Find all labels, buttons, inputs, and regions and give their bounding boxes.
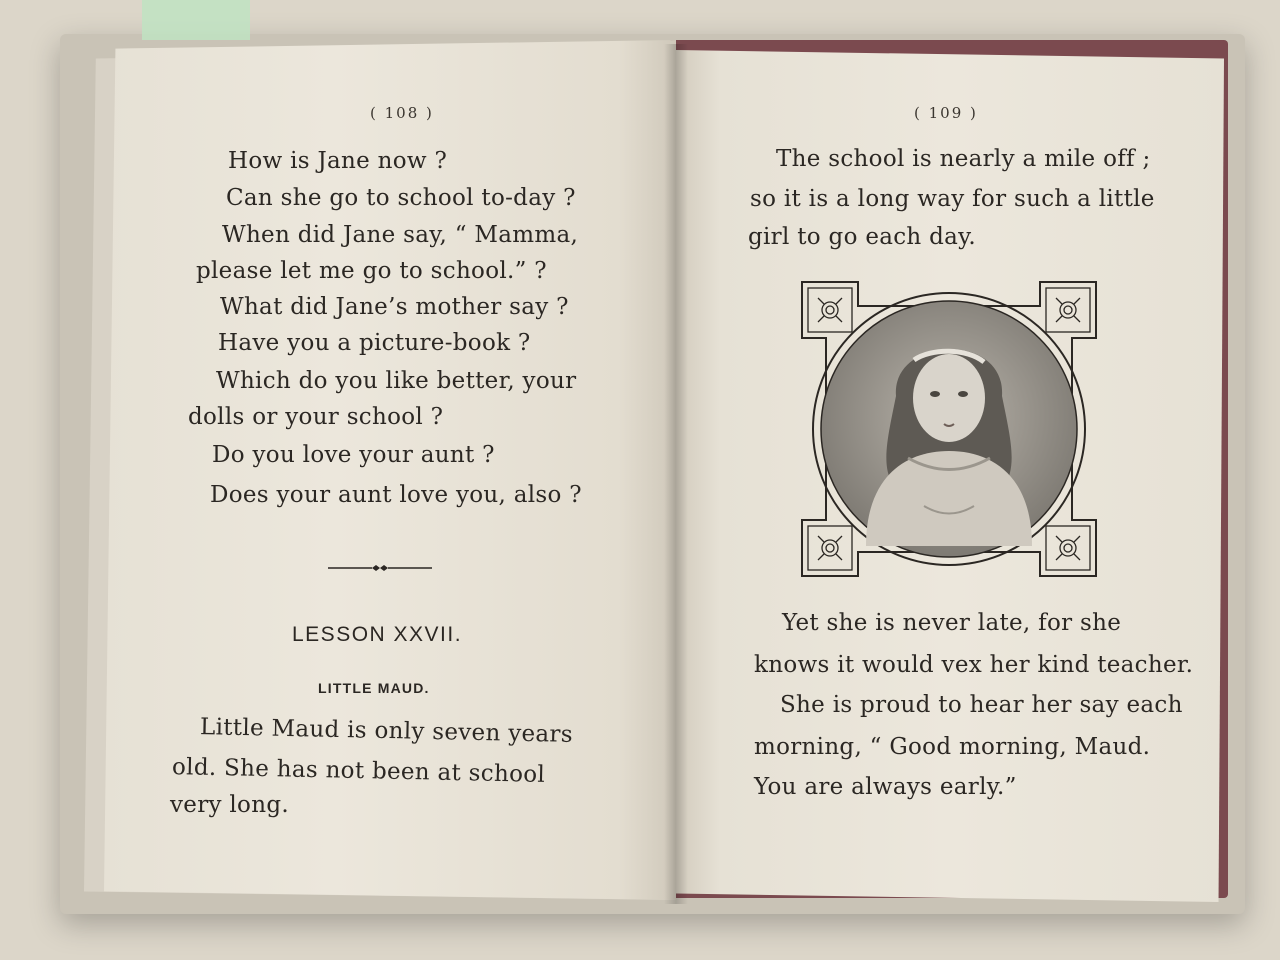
lesson-subtitle: LITTLE MAUD. (318, 680, 430, 696)
body-text-line: girl to go each day. (748, 224, 977, 250)
body-text-line: You are always early.” (754, 774, 1017, 800)
page-number-left: ( 108 ) (370, 104, 434, 122)
question-line: What did Jane’s mother say ? (220, 294, 569, 320)
bookmark-tab (142, 0, 250, 40)
lesson-text-line: old. She has not been at school (171, 754, 546, 788)
question-line: Does your aunt love you, also ? (210, 482, 582, 508)
page-number-right: ( 109 ) (914, 104, 978, 122)
body-text-line: so it is a long way for such a little (750, 186, 1155, 212)
question-line: Can she go to school to-day ? (226, 185, 576, 211)
body-text-line: morning, “ Good morning, Maud. (754, 734, 1151, 760)
lesson-text-line: Little Maud is only seven years (199, 714, 574, 748)
question-line: Which do you like better, your (216, 368, 577, 394)
body-text-line: Yet she is never late, for she (782, 610, 1122, 636)
question-line: When did Jane say, “ Mamma, (222, 222, 579, 248)
question-line: Have you a picture-book ? (218, 330, 531, 356)
body-text-line: She is proud to hear her say each (780, 692, 1183, 718)
section-divider-ornament (328, 562, 432, 574)
body-text-line: knows it would vex her kind teacher. (754, 652, 1194, 678)
portrait-of-girl-icon (796, 276, 1102, 582)
book-spine (664, 44, 688, 904)
question-line: How is Jane now ? (228, 148, 448, 174)
lesson-heading: LESSON XXVII. (292, 623, 463, 646)
question-line: please let me go to school.” ? (196, 258, 547, 284)
lesson-text-line: very long. (170, 792, 289, 818)
question-line: dolls or your school ? (188, 404, 444, 430)
question-line: Do you love your aunt ? (212, 442, 495, 468)
body-text-line: The school is nearly a mile off ; (776, 146, 1151, 172)
